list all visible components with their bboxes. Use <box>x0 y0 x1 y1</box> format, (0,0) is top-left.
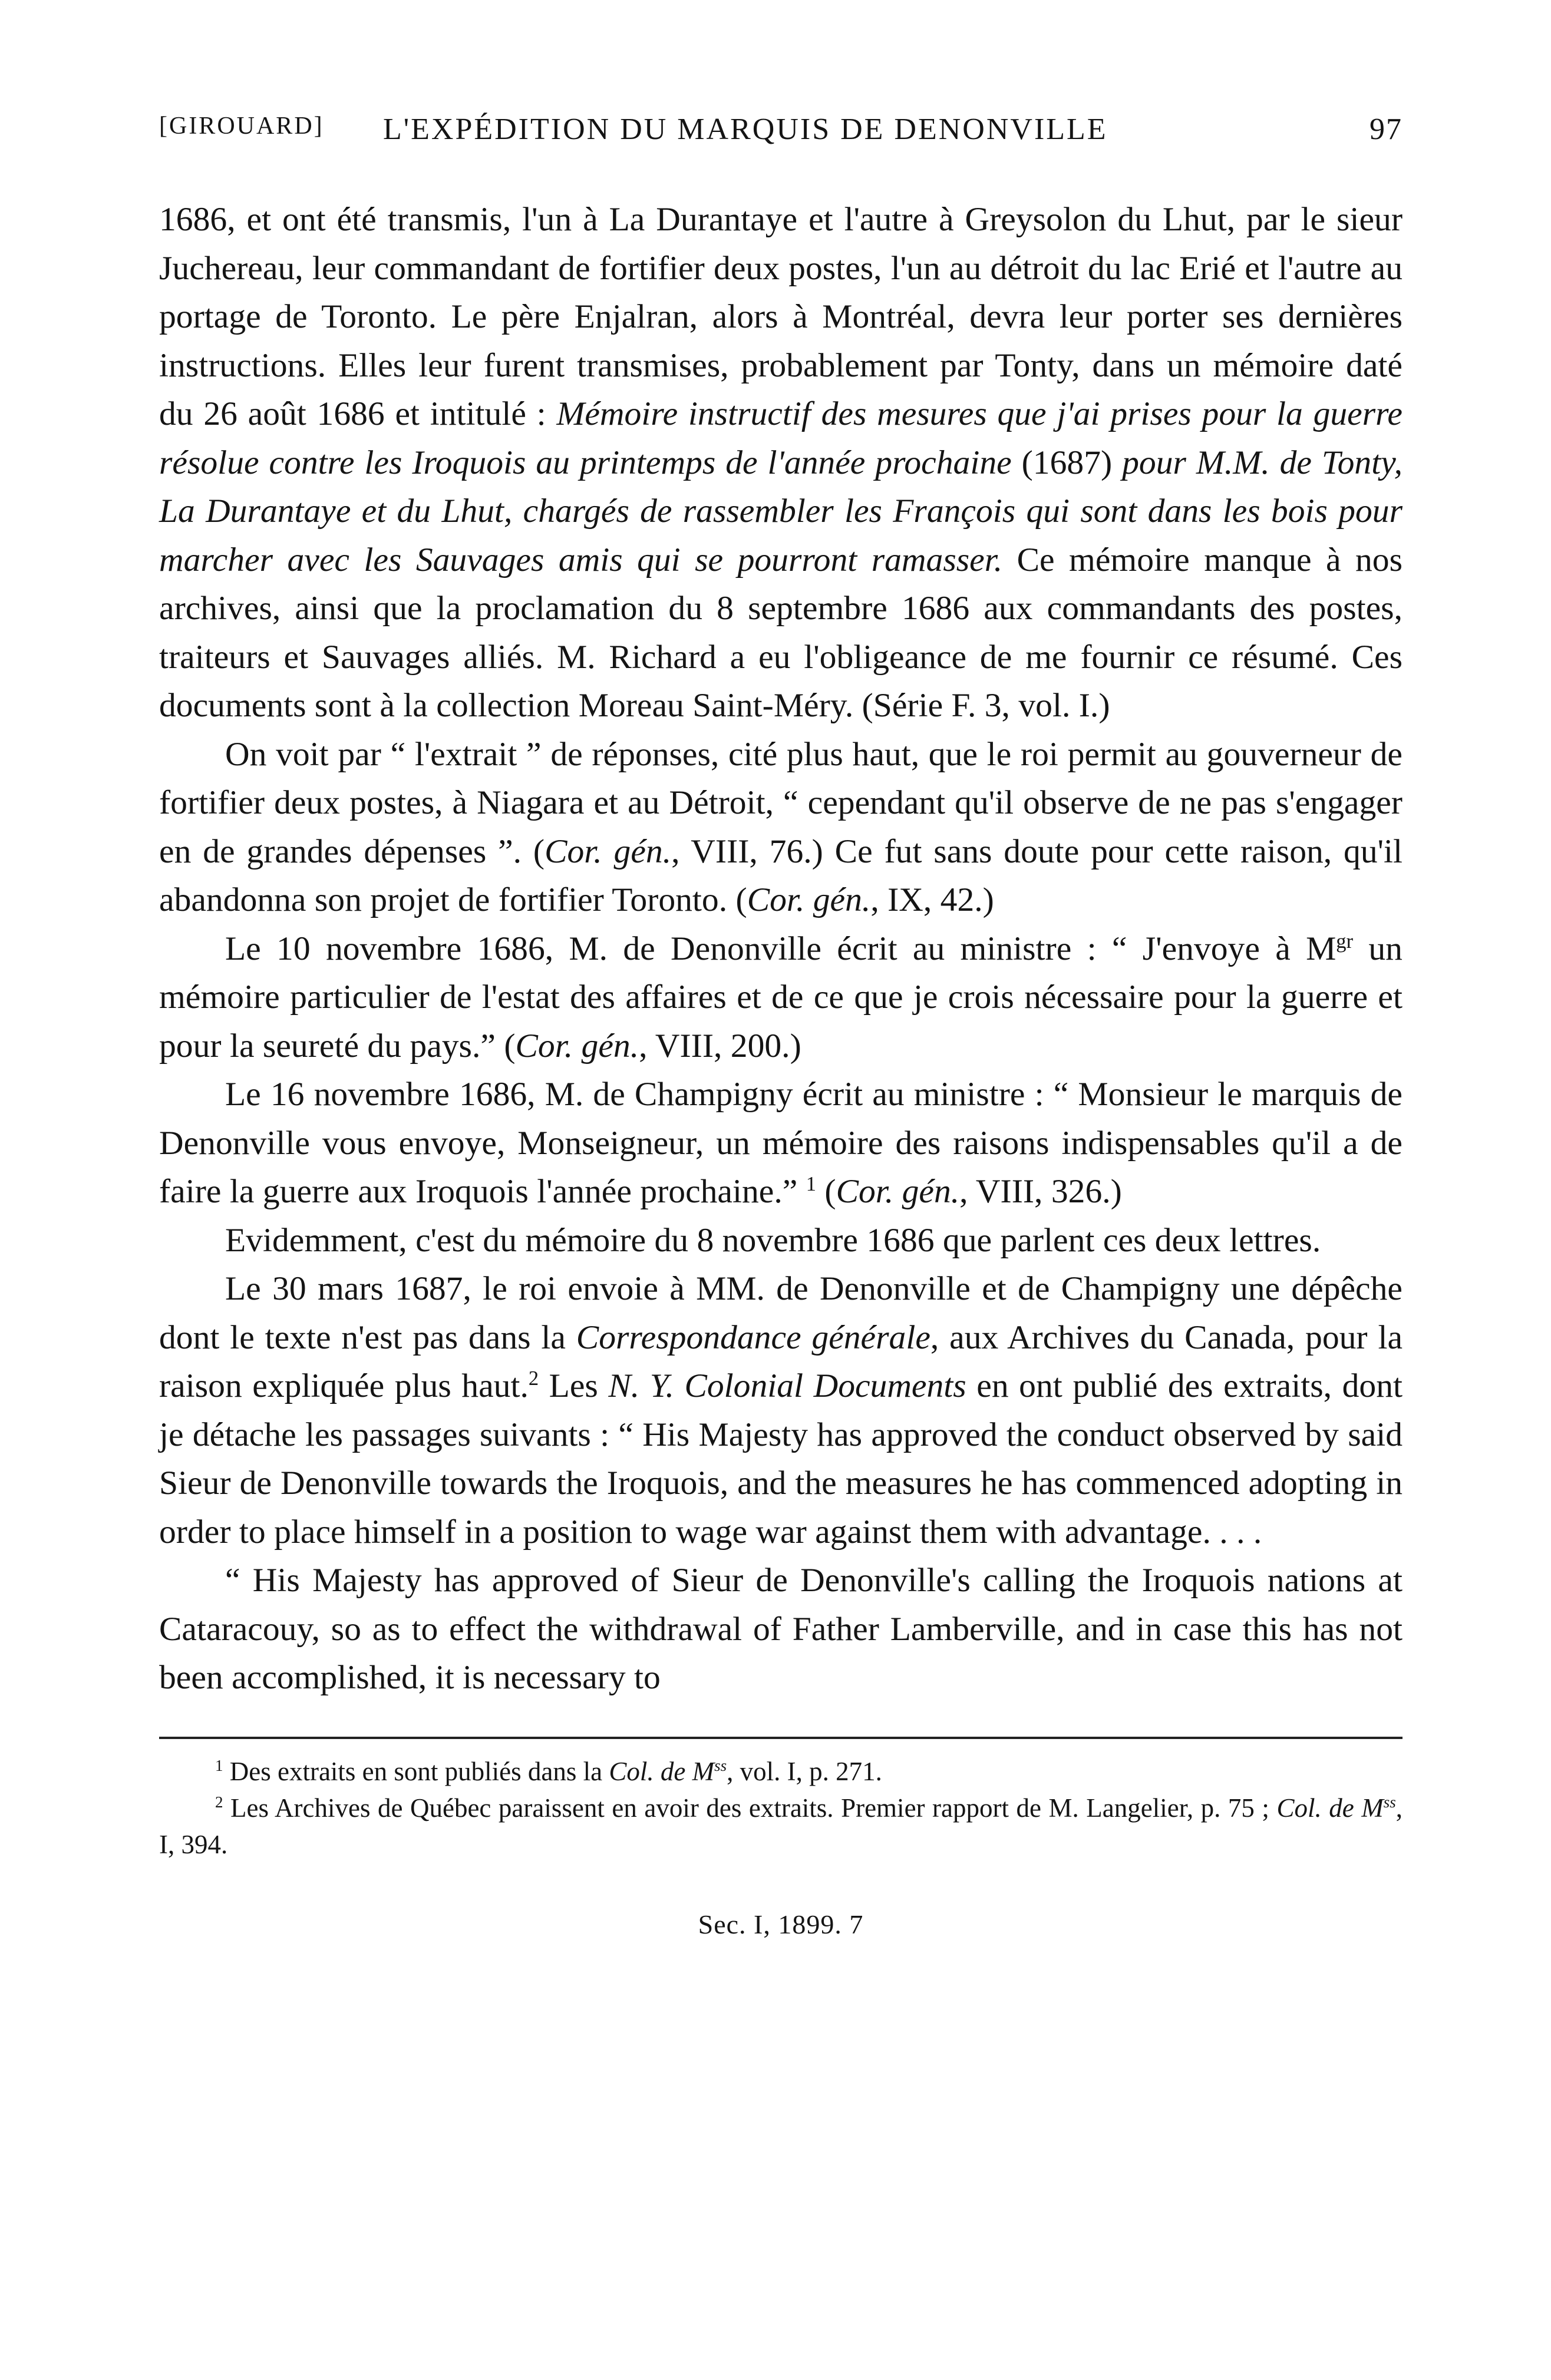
superscript: ss <box>714 1756 727 1774</box>
paragraph <box>159 1070 1402 1217</box>
text-run: , VIII, 326.) <box>959 1173 1122 1210</box>
text-run: (1687) <box>1011 444 1123 481</box>
text-run: , VIII, 76.) Ce fut sans doute pour cette raison, qu'il abandonna son projet de fortifier Toronto. ( <box>159 832 1402 918</box>
body-text <box>159 196 1402 1703</box>
italic-text: Correspondance générale <box>576 1318 930 1356</box>
text-run: , I, 394. <box>159 1793 1402 1859</box>
text-run: Ce mémoire manque à nos archives, ainsi que la proclamation du 8 septembre 1686 aux commandants des postes, traiteurs et Sauvages alliés. M. Richard a eu l'obligeance de me fournir ce résumé. Ces documents sont à la collection Moreau Saint-Méry. (Série F. 3, vol. I.) <box>159 541 1403 724</box>
superscript: 1 <box>215 1756 223 1774</box>
italic-text: Mémoire instructif des mesures que j'ai prises pour la guerre résolue contre les Iroquois au printemps de l'année prochaine <box>159 395 1402 481</box>
text-run: , VIII, 200.) <box>639 1027 801 1065</box>
italic-text: Cor. gén. <box>515 1027 639 1065</box>
italic-text: Cor. gén. <box>836 1173 960 1210</box>
text-run: , aux Archives du Canada, pour la raison expliquée plus haut. <box>159 1318 1403 1404</box>
text-run: Les <box>539 1367 609 1404</box>
superscript: 2 <box>528 1367 539 1390</box>
superscript: gr <box>1336 930 1354 953</box>
paragraph <box>159 925 1402 1071</box>
text-run: Le 16 novembre 1686, M. de Champigny écrit au ministre : “ Monsieur le marquis de Denonville vous envoye, Monseigneur, un mémoire des raisons indispensables qu'il a de faire la guerre aux Iroquois l'année prochaine.” <box>159 1076 1402 1210</box>
signature-mark: Sec. I, 1899. 7 <box>698 1909 864 1939</box>
footnotes <box>159 1753 1402 1863</box>
italic-text: pour M.M. de Tonty, La Durantaye et du Lhut, chargés de rassembler les François qui sont dans les bois pour marcher avec les Sauvages amis qui se pourront ramasser. <box>159 444 1402 579</box>
paragraph <box>159 1217 1402 1265</box>
italic-text: Col. de M <box>1276 1793 1384 1823</box>
text-run: Des extraits en sont publiés dans la <box>223 1756 609 1786</box>
italic-text: Col. de M <box>609 1756 715 1786</box>
footnote <box>159 1790 1402 1863</box>
text-run: On voit par “ l'extrait ” de réponses, cité plus haut, que le roi permit au gouverneur de fortifier deux postes, à Niagara et au Détroit, “ cependant qu'il observe de ne pas s'engager en de grandes dépenses ”. ( <box>159 735 1402 870</box>
text-run: , vol. I, p. 271. <box>727 1756 882 1786</box>
running-head <box>159 112 1402 159</box>
italic-text: Cor. gén. <box>544 832 672 870</box>
page-title: L'EXPÉDITION DU MARQUIS DE DENONVILLE <box>383 113 1108 146</box>
text-run: en ont publié des extraits, dont je détache les passages suivants : “ His Majesty has approved the conduct observed by said Sieur de Denonville towards the Iroquois, and the measures he has commenced adopting in order to place himself in a position to wage war against them with advantage. . . . <box>159 1367 1403 1551</box>
paragraph <box>159 730 1402 925</box>
footnote-divider <box>159 1737 1402 1739</box>
text-run: Les Archives de Québec paraissent en avoir des extraits. Premier rapport de M. Langelier, p. 75 ; <box>223 1793 1277 1823</box>
superscript: ss <box>1383 1793 1396 1811</box>
author-tag: [GIROUARD] <box>159 113 324 140</box>
text-run: un mémoire particulier de l'estat des affaires et de ce que je crois nécessaire pour la guerre et pour la seureté du pays.” ( <box>159 930 1402 1065</box>
paragraph <box>159 1556 1402 1703</box>
page <box>159 112 1402 1940</box>
superscript: 1 <box>806 1172 816 1195</box>
text-run: Le 30 mars 1687, le roi envoie à MM. de Denonville et de Champigny une dépêche dont le texte n'est pas dans la <box>159 1270 1402 1356</box>
text-run: ( <box>816 1173 836 1210</box>
text-run: 1686, et ont été transmis, l'un à La Durantaye et l'autre à Greysolon du Lhut, par le sieur Juchereau, leur commandant de fortifier deux postes, l'un au détroit du lac Erié et l'autre au portage de Toronto. Le père Enjalran, alors à Montréal, devra leur porter ses dernières instructions. Elles leur furent transmises, probablement par Tonty, dans un mémoire daté du 26 août 1686 et intitulé : <box>159 201 1402 432</box>
text-run: Evidemment, c'est du mémoire du 8 novembre 1686 que parlent ces deux lettres. <box>225 1221 1321 1259</box>
italic-text: Cor. gén. <box>747 881 871 918</box>
paragraph <box>159 196 1402 730</box>
footnote <box>159 1753 1402 1790</box>
page-number: 97 <box>1370 113 1402 146</box>
paragraph <box>159 1265 1402 1556</box>
italic-text: N. Y. Colonial Documents <box>608 1367 966 1404</box>
text-run: , IX, 42.) <box>870 881 994 918</box>
superscript: 2 <box>215 1793 223 1811</box>
text-run: Le 10 novembre 1686, M. de Denonville écrit au ministre : “ J'envoye à M <box>225 930 1336 967</box>
text-run: “ His Majesty has approved of Sieur de Denonville's calling the Iroquois nations at Cataracouy, so as to effect the withdrawal of Father Lamberville, and in case this has not been accomplished, it is necessary to <box>159 1562 1402 1696</box>
